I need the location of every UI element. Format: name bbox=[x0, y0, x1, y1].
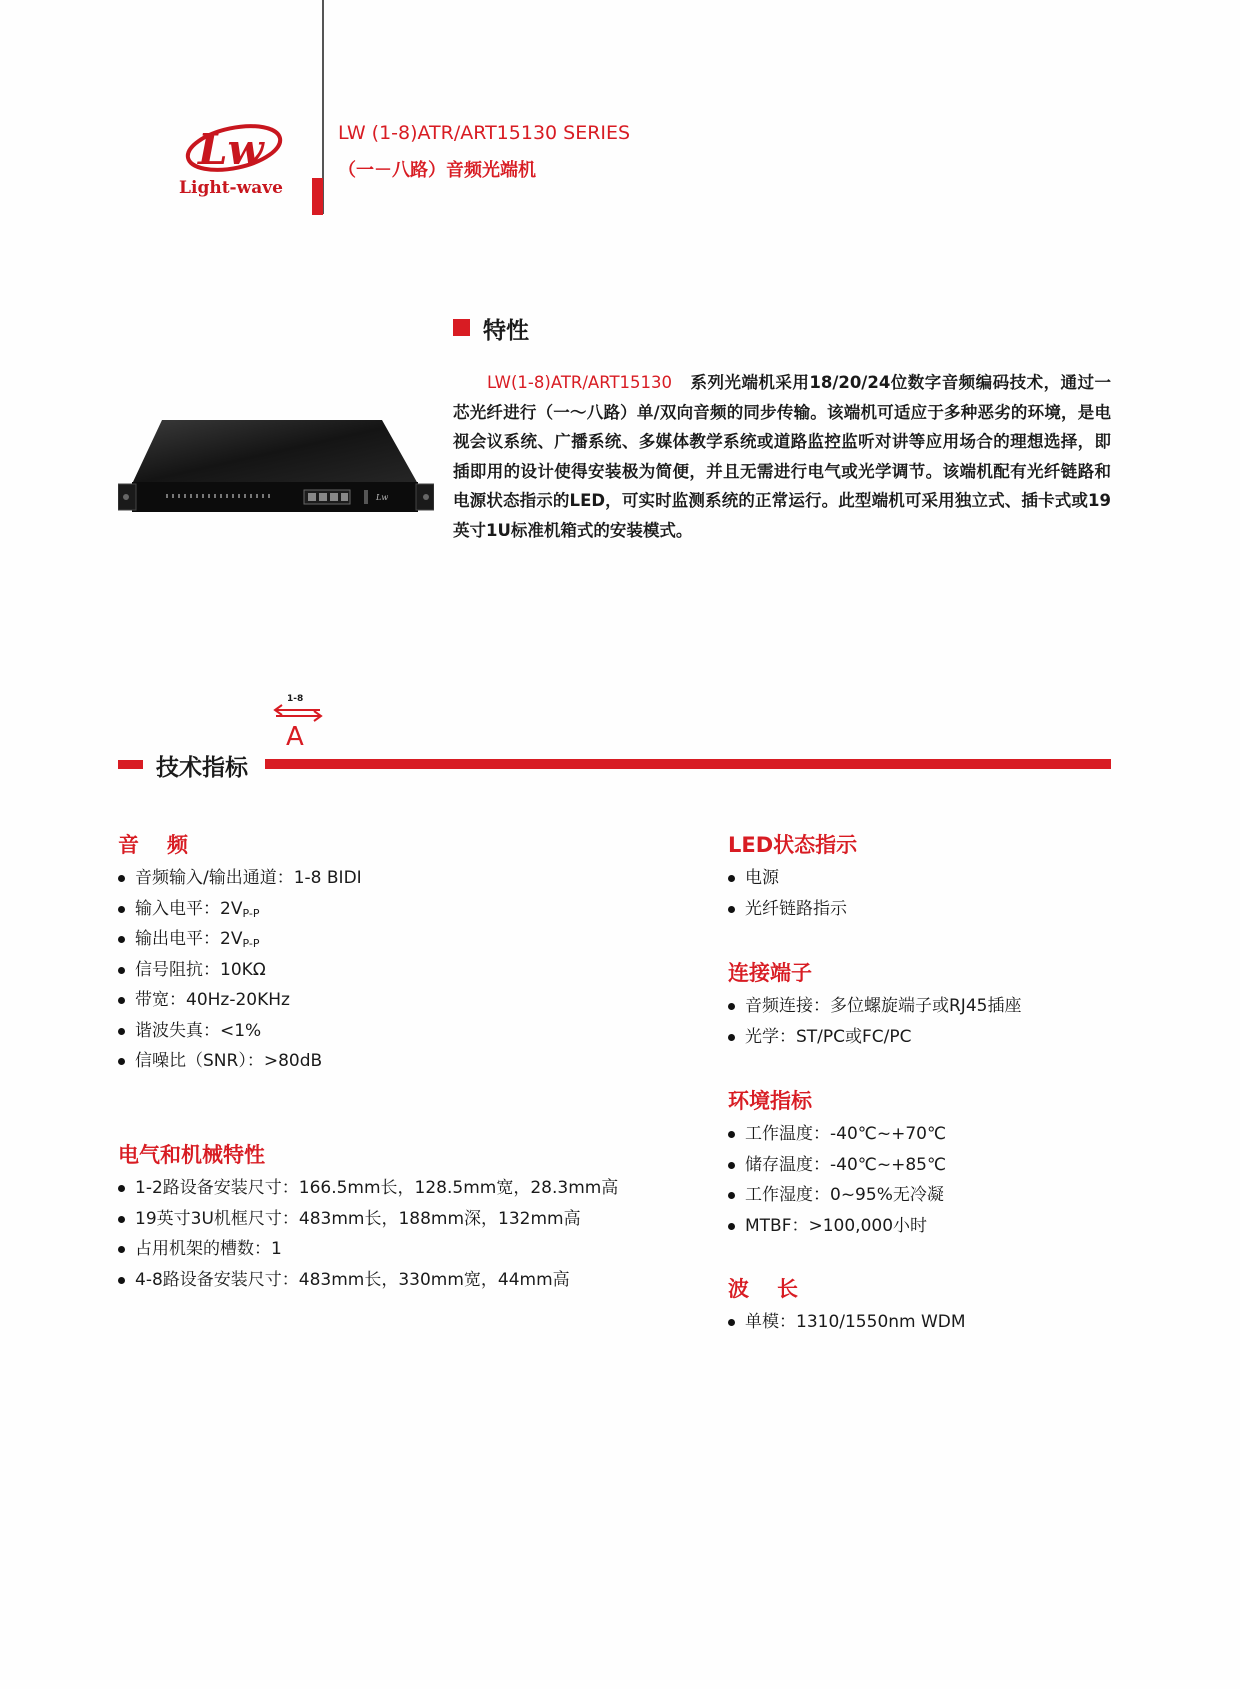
features-description: 系列光端机采用18/20/24位数字音频编码技术，通过一芯光纤进行（一～八路）单/双向音频的同步传输。该端机可适应于多种恶劣的环境，是电视会议系统、广播系统、多媒体教学系统或道路监控监听对讲等应用场合的理想选择，即插即用的设计使得安装极为简便，并且无需进行电气或光学调节。该端机配有光纤链路和电源状态指示的LED，可实时监测系统的正常运行。此型端机可采用独立式、插卡式或19英寸1U标准机箱式的安装模式。 bbox=[453, 373, 1111, 540]
environment-item: MTBF：>100,000小时 bbox=[728, 1211, 946, 1242]
electrical-title: 电气和机械特性 bbox=[118, 1143, 265, 1167]
features-model: LW(1-8)ATR/ART15130 bbox=[487, 373, 673, 392]
series-subtitle: （一－八路）音频光端机 bbox=[338, 160, 536, 181]
audio-item: 输入电平：$2V_{P-P}$ bbox=[118, 894, 362, 925]
features-square-icon bbox=[453, 319, 470, 336]
audio-item: 带宽：40Hz-20KHz bbox=[118, 985, 362, 1016]
connectors-list bbox=[728, 991, 1021, 1052]
logo-wordmark: Light-wave bbox=[179, 178, 283, 198]
electrical-list bbox=[118, 1173, 618, 1295]
electrical-item: 占用机架的槽数：1 bbox=[118, 1234, 618, 1265]
led-item: 光纤链路指示 bbox=[728, 894, 847, 925]
wavelength-list bbox=[728, 1307, 966, 1338]
tech-rule bbox=[265, 759, 1111, 769]
series-title: LW (1-8)ATR/ART15130 SERIES bbox=[338, 122, 631, 144]
audio-item: 信噪比（SNR）：>80dB bbox=[118, 1046, 362, 1077]
environment-list bbox=[728, 1119, 946, 1241]
device-photo bbox=[118, 418, 434, 518]
electrical-item: 19英寸3U机框尺寸：483mm长，188mm深，132mm高 bbox=[118, 1204, 618, 1235]
connectors-item: 音频连接：多位螺旋端子或RJ45插座 bbox=[728, 991, 1021, 1022]
features-paragraph bbox=[453, 368, 1111, 545]
environment-item: 储存温度：-40℃~+85℃ bbox=[728, 1150, 946, 1181]
led-title: LED状态指示 bbox=[728, 833, 858, 857]
audio-title: 音频 bbox=[118, 833, 216, 857]
electrical-item: 4-8路设备安装尺寸：483mm长，330mm宽，44mm高 bbox=[118, 1265, 618, 1296]
features-heading: 特性 bbox=[483, 318, 529, 344]
environment-item: 工作湿度：0~95%无冷凝 bbox=[728, 1180, 946, 1211]
channel-range-label: 1-8 bbox=[287, 694, 304, 704]
led-item: 电源 bbox=[728, 863, 847, 894]
audio-letter: A bbox=[286, 722, 304, 752]
connectors-item: 光学：ST/PC或FC/PC bbox=[728, 1022, 1021, 1053]
device-badge: Lw bbox=[376, 493, 389, 502]
tech-heading: 技术指标 bbox=[156, 755, 248, 781]
connectors-title: 连接端子 bbox=[728, 961, 812, 985]
header-accent-bar bbox=[312, 178, 323, 215]
audio-item: 音频输入/输出通道：1-8 BIDI bbox=[118, 863, 362, 894]
audio-list bbox=[118, 863, 362, 1077]
audio-item: 信号阻抗：10KΩ bbox=[118, 955, 362, 986]
environment-title: 环境指标 bbox=[728, 1089, 812, 1113]
electrical-item: 1-2路设备安装尺寸：166.5mm长，128.5mm宽，28.3mm高 bbox=[118, 1173, 618, 1204]
audio-item: 谐波失真：<1% bbox=[118, 1016, 362, 1047]
wavelength-title: 波长 bbox=[728, 1277, 826, 1301]
tech-left-bar bbox=[118, 760, 143, 769]
led-list bbox=[728, 863, 847, 924]
wavelength-item: 单模：1310/1550nm WDM bbox=[728, 1307, 966, 1338]
environment-item: 工作温度：-40℃~+70℃ bbox=[728, 1119, 946, 1150]
logo-letters: Lw bbox=[198, 125, 264, 174]
audio-item: 输出电平：$2V_{P-P}$ bbox=[118, 924, 362, 955]
